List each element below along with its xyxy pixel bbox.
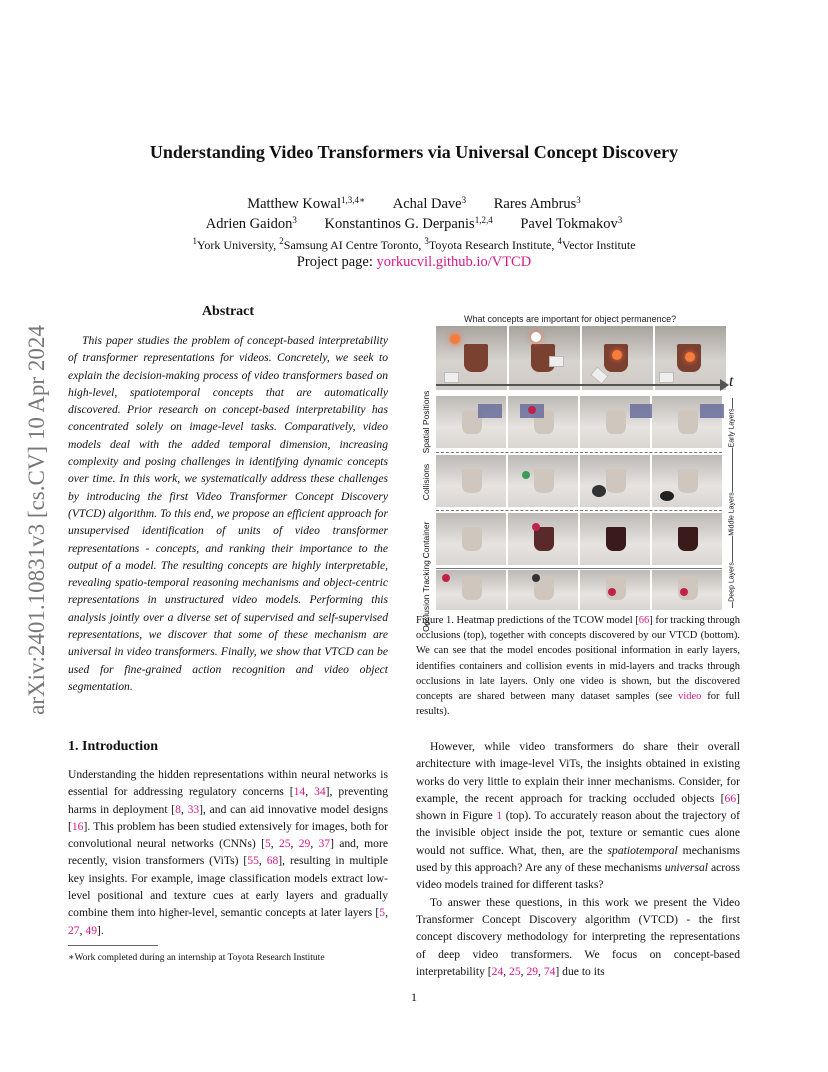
abstract-heading: Abstract bbox=[201, 304, 255, 319]
project-page: Project page: yorkucvil.github.io/VTCD bbox=[296, 254, 532, 270]
concept-frame bbox=[508, 396, 578, 448]
citation-link[interactable]: 49 bbox=[85, 923, 97, 937]
project-link[interactable]: yorkucvil.github.io/VTCD bbox=[376, 254, 532, 270]
author: Matthew Kowal$^{1,3,4∗}$ bbox=[247, 195, 366, 212]
arrowhead-icon bbox=[720, 379, 729, 391]
video-frame bbox=[582, 326, 653, 390]
footnote: ∗Work completed during an internship at Toyota Research Institute bbox=[68, 953, 325, 963]
right-column-text bbox=[416, 738, 740, 980]
abstract-body: This paper studies the problem of concept-based interpretability of transformer representations for videos. Concretely, we seek to explain the decision-making process of video transformers based on high-level, spatiotemporal concepts that are automatically discovered. Prior research on concept-based interpretability has concentrated solely on image-level tasks. Comparatively, video models deal with the added temporal dimension, increasing complexity and posing challenges in identifying dynamic concepts over time. In this work, we systematically address these challenges by introducing the first Video Transformer Concept Discovery (VTCD) algorithm. To this end, we propose an efficient approach for unsupervised identification of units of video transformer representations - concepts, and ranking their importance to the output of a model. The resulting concepts are highly interpretable, revealing spatio-temporal reasoning mechanisms and object-centric representations in unstructured video models. Performing this analysis jointly over a diverse set of supervised and self-supervised representations, we discover that some of these mechanism are universal in video transformers. Finally, we show that VTCD can be used for fine-grained action recognition and video object segmentation. bbox=[68, 334, 388, 693]
intro-paragraph: Understanding the hidden representations within neural networks is essential for addressing regulatory concerns [14, 34], preventing harms in deployment [8, 33], and can aid innovative model designs [16]. This problem has been studied extensively for images, both for convolutional neural networks (CNNs) [5, 25, 29, 37] and, more recently, vision transformers (ViTs) [55, 68], resulting in multiple key insights. For example, image classification models extract low-level positional and texture cues at early layers and gradually combine them into higher-level, semantic concepts at later layers [5, 27, 49]. bbox=[68, 768, 389, 937]
concept-frame bbox=[436, 570, 506, 610]
citation-link[interactable]: 5 bbox=[379, 906, 386, 920]
concept-frame bbox=[436, 455, 506, 507]
author: Rares Ambrus$^3$ bbox=[493, 195, 581, 212]
concept-frame bbox=[580, 513, 650, 565]
citation-link[interactable]: 25 bbox=[509, 964, 521, 978]
arxiv-stamp: arXiv:2401.10831v3 [cs.CV] 10 Apr 2024 bbox=[24, 325, 49, 715]
concept-frame bbox=[436, 396, 506, 448]
time-label: t bbox=[729, 373, 734, 390]
layer-label: Middle Layers bbox=[728, 492, 736, 536]
timeline-arrow bbox=[436, 384, 722, 386]
row-divider bbox=[436, 510, 722, 511]
citation-link[interactable]: 34 bbox=[314, 785, 326, 799]
row-label: Collisions bbox=[421, 463, 431, 501]
video-link[interactable]: video bbox=[678, 691, 702, 703]
layer-label: Deep Layers bbox=[728, 562, 736, 602]
citation-link[interactable]: 29 bbox=[526, 964, 539, 978]
figure-ref-link[interactable]: 1 bbox=[496, 809, 503, 823]
video-frame bbox=[436, 326, 507, 390]
concept-frame bbox=[508, 570, 578, 610]
citation-link[interactable]: 37 bbox=[318, 837, 331, 851]
citation-link[interactable]: 33 bbox=[187, 802, 200, 816]
paragraph: However, while video transformers do share their overall architecture with image-level ViTs, the insights obtained in existing works do very little to explain their inner mechanisms. Consider, for example, the recent approach for tracking occluded objects [66] shown in Figure 1 (top). To accurately reason about the trajectory of the invisible object inside the pot, texture or semantic cues alone would not suffice. What, then, are the spatiotemporal mechanisms used by this approach? Are any of these mechanisms universal across video models trained for different tasks? bbox=[416, 740, 740, 892]
layer-label: Early Layers bbox=[728, 408, 736, 448]
citation-link[interactable]: 74 bbox=[543, 964, 556, 978]
video-frame bbox=[655, 326, 726, 390]
author-line-1 bbox=[0, 195, 828, 213]
concept-frame bbox=[580, 455, 650, 507]
footnote-rule bbox=[68, 945, 158, 946]
citation-link[interactable]: 68 bbox=[266, 854, 279, 868]
citation-link[interactable]: 25 bbox=[278, 837, 291, 851]
row-label: Container bbox=[421, 521, 431, 559]
paper-title: Understanding Video Transformers via Universal Concept Discovery bbox=[149, 142, 679, 162]
citation-link[interactable]: 29 bbox=[298, 837, 311, 851]
author: Konstantinos G. Derpanis$^{1,2,4}$ bbox=[324, 215, 493, 232]
author: Achal Dave$^3$ bbox=[392, 195, 467, 212]
figure-question: What concepts are important for object permanence? bbox=[464, 314, 677, 324]
video-frame bbox=[509, 326, 580, 390]
paragraph: To answer these questions, in this work we present the Video Transformer Concept Discovery algorithm (VTCD) - the first concept discovery methodology for interpreting the representations of deep video transformers. We focus on concept-based interpretability [24, 25, 29, 74] due to its bbox=[416, 895, 740, 978]
citation-link[interactable]: 14 bbox=[293, 785, 306, 799]
figure-caption: Figure 1. Heatmap predictions of the TCOW model [66] for tracking through occlusions (top), together with concepts discovered by our VTCD (bottom). We can see that the model encodes positional information in early layers, identifies containers and collision events in mid-layers and tracks through occlusions in late layers. Only one video is shown, but the discovered concepts are shared between many dataset samples (see video for full results). bbox=[416, 615, 740, 718]
author: Adrien Gaidon$^3$ bbox=[205, 215, 297, 232]
affiliations: $^1$York University, $^2$Samsung AI Centre Toronto, $^3$Toyota Research Institute, $^4$Vector Institute bbox=[192, 236, 636, 252]
author: Pavel Tokmakov$^3$ bbox=[520, 215, 623, 232]
intro-heading: 1. Introduction bbox=[68, 739, 158, 754]
row-divider bbox=[436, 568, 722, 569]
citation-link[interactable]: 24 bbox=[491, 964, 504, 978]
citation-link[interactable]: 27 bbox=[68, 923, 80, 937]
concept-row-spatial bbox=[436, 396, 722, 448]
citation-link[interactable]: 55 bbox=[247, 854, 259, 868]
concept-frame bbox=[508, 513, 578, 565]
concept-row-collisions bbox=[436, 455, 722, 507]
citation-link[interactable]: 66 bbox=[724, 791, 737, 805]
concept-frame bbox=[652, 396, 722, 448]
citation-link[interactable]: 5 bbox=[264, 837, 271, 851]
author-line-2 bbox=[0, 215, 828, 233]
concept-frame bbox=[652, 455, 722, 507]
concept-frame bbox=[436, 513, 506, 565]
concept-row-occlusion bbox=[436, 570, 722, 610]
row-label: Occlusion Tracking bbox=[421, 560, 431, 632]
row-divider bbox=[436, 452, 722, 453]
concept-frame bbox=[652, 513, 722, 565]
concept-frame bbox=[580, 570, 650, 610]
concept-frame bbox=[508, 455, 578, 507]
concept-frame bbox=[652, 570, 722, 610]
row-label: Spatial Positions bbox=[421, 390, 431, 454]
concept-row-container bbox=[436, 513, 722, 565]
citation-link[interactable]: 66 bbox=[638, 615, 650, 626]
citation-link[interactable]: 16 bbox=[71, 819, 84, 833]
page-number: 1 bbox=[411, 990, 417, 1004]
tcow-frames bbox=[436, 326, 726, 390]
citation-link[interactable]: 8 bbox=[175, 802, 181, 816]
concept-frame bbox=[580, 396, 650, 448]
